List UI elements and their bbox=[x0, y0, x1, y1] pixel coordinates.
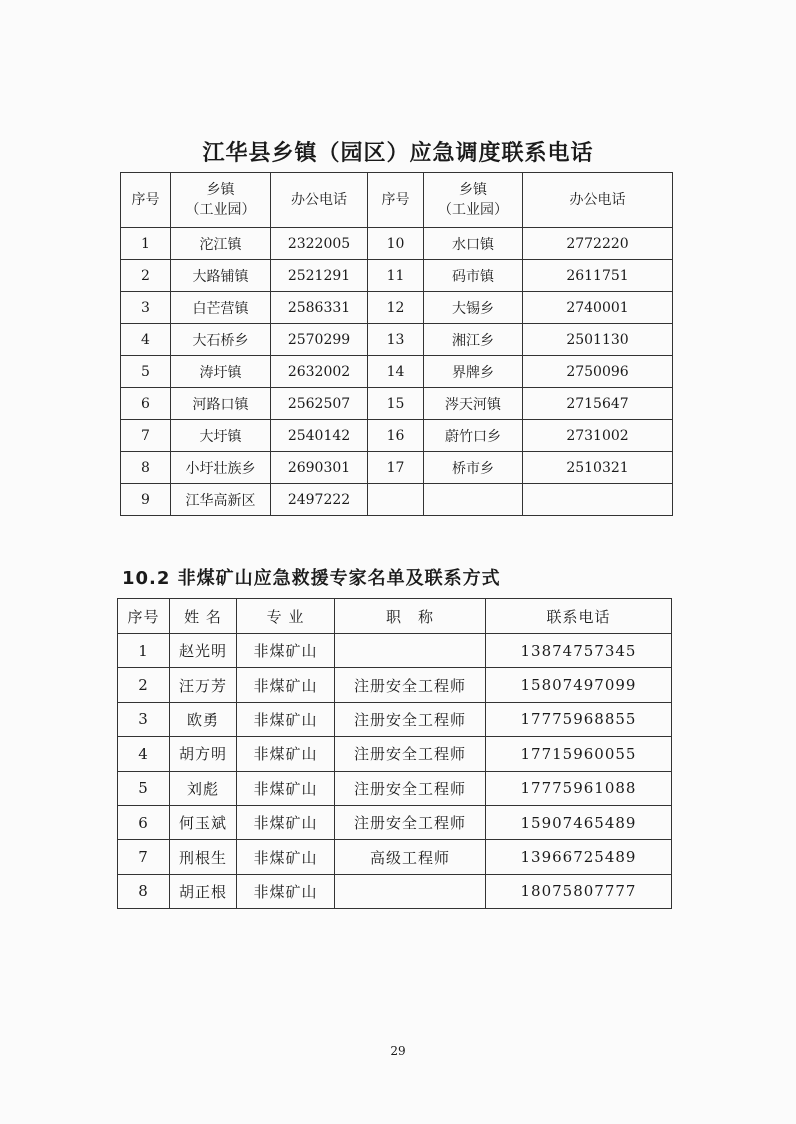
cell-specialty: 非煤矿山 bbox=[237, 737, 335, 771]
cell-index: 5 bbox=[118, 771, 170, 805]
cell-index: 4 bbox=[121, 324, 171, 356]
cell-phone: 17775961088 bbox=[486, 771, 672, 805]
cell-specialty: 非煤矿山 bbox=[237, 668, 335, 702]
cell-phone: 2690301 bbox=[271, 452, 368, 484]
cell-phone: 2540142 bbox=[271, 420, 368, 452]
cell-index: 8 bbox=[118, 874, 170, 908]
cell-index bbox=[368, 484, 424, 516]
cell-phone: 15807497099 bbox=[486, 668, 672, 702]
cell-index: 6 bbox=[118, 805, 170, 839]
header-index: 序号 bbox=[118, 599, 170, 634]
cell-phone: 15907465489 bbox=[486, 805, 672, 839]
table-row bbox=[121, 420, 673, 452]
cell-phone: 2497222 bbox=[271, 484, 368, 516]
cell-phone: 2562507 bbox=[271, 388, 368, 420]
cell-township: 涛圩镇 bbox=[171, 356, 271, 388]
cell-phone: 2322005 bbox=[271, 228, 368, 260]
cell-phone: 2740001 bbox=[523, 292, 673, 324]
cell-phone: 2611751 bbox=[523, 260, 673, 292]
cell-township: 大圩镇 bbox=[171, 420, 271, 452]
cell-phone: 13874757345 bbox=[486, 634, 672, 668]
cell-township: 沱江镇 bbox=[171, 228, 271, 260]
cell-index: 9 bbox=[121, 484, 171, 516]
table-row bbox=[118, 840, 672, 874]
cell-index: 10 bbox=[368, 228, 424, 260]
table-row bbox=[118, 874, 672, 908]
cell-index: 13 bbox=[368, 324, 424, 356]
cell-title: 高级工程师 bbox=[335, 840, 486, 874]
cell-specialty: 非煤矿山 bbox=[237, 874, 335, 908]
cell-name: 刑根生 bbox=[170, 840, 237, 874]
table-row bbox=[121, 292, 673, 324]
header-phone: 办公电话 bbox=[271, 173, 368, 228]
cell-township: 江华高新区 bbox=[171, 484, 271, 516]
cell-phone: 2750096 bbox=[523, 356, 673, 388]
cell-title bbox=[335, 634, 486, 668]
cell-township: 桥市乡 bbox=[424, 452, 523, 484]
cell-township: 大路铺镇 bbox=[171, 260, 271, 292]
cell-phone: 2501130 bbox=[523, 324, 673, 356]
table-row bbox=[118, 771, 672, 805]
cell-phone: 17715960055 bbox=[486, 737, 672, 771]
cell-phone: 13966725489 bbox=[486, 840, 672, 874]
header-township-line2: （工业园） bbox=[438, 202, 508, 218]
header-township bbox=[171, 173, 271, 228]
cell-index: 1 bbox=[118, 634, 170, 668]
table-row bbox=[121, 388, 673, 420]
cell-index: 2 bbox=[118, 668, 170, 702]
cell-index: 12 bbox=[368, 292, 424, 324]
table-row bbox=[121, 356, 673, 388]
cell-township: 湘江乡 bbox=[424, 324, 523, 356]
table-row bbox=[121, 452, 673, 484]
table-row bbox=[121, 260, 673, 292]
table-row bbox=[121, 324, 673, 356]
cell-index: 16 bbox=[368, 420, 424, 452]
cell-title: 注册安全工程师 bbox=[335, 702, 486, 736]
cell-index: 1 bbox=[121, 228, 171, 260]
cell-index: 2 bbox=[121, 260, 171, 292]
header-phone: 联系电话 bbox=[486, 599, 672, 634]
header-township-line1: 乡镇 bbox=[459, 182, 487, 198]
cell-index: 11 bbox=[368, 260, 424, 292]
cell-index: 5 bbox=[121, 356, 171, 388]
cell-index: 14 bbox=[368, 356, 424, 388]
cell-specialty: 非煤矿山 bbox=[237, 702, 335, 736]
cell-specialty: 非煤矿山 bbox=[237, 634, 335, 668]
cell-title: 注册安全工程师 bbox=[335, 737, 486, 771]
cell-title: 注册安全工程师 bbox=[335, 771, 486, 805]
township-phone-table bbox=[120, 172, 673, 516]
cell-phone: 18075807777 bbox=[486, 874, 672, 908]
cell-township: 小圩壮族乡 bbox=[171, 452, 271, 484]
cell-township: 码市镇 bbox=[424, 260, 523, 292]
cell-title bbox=[335, 874, 486, 908]
table-row bbox=[118, 702, 672, 736]
header-index: 序号 bbox=[368, 173, 424, 228]
cell-name: 胡正根 bbox=[170, 874, 237, 908]
cell-phone bbox=[523, 484, 673, 516]
document-title: 江华县乡镇（园区）应急调度联系电话 bbox=[202, 141, 594, 166]
header-row bbox=[118, 599, 672, 634]
cell-index: 3 bbox=[118, 702, 170, 736]
cell-phone: 2510321 bbox=[523, 452, 673, 484]
cell-index: 7 bbox=[118, 840, 170, 874]
table-row bbox=[118, 668, 672, 702]
cell-title: 注册安全工程师 bbox=[335, 805, 486, 839]
cell-index: 3 bbox=[121, 292, 171, 324]
table-row bbox=[118, 805, 672, 839]
cell-index: 8 bbox=[121, 452, 171, 484]
cell-township: 大石桥乡 bbox=[171, 324, 271, 356]
cell-phone: 2772220 bbox=[523, 228, 673, 260]
cell-index: 4 bbox=[118, 737, 170, 771]
cell-index: 7 bbox=[121, 420, 171, 452]
cell-phone: 17775968855 bbox=[486, 702, 672, 736]
cell-specialty: 非煤矿山 bbox=[237, 805, 335, 839]
cell-township: 涔天河镇 bbox=[424, 388, 523, 420]
cell-phone: 2632002 bbox=[271, 356, 368, 388]
cell-phone: 2570299 bbox=[271, 324, 368, 356]
cell-index: 15 bbox=[368, 388, 424, 420]
table-row bbox=[118, 634, 672, 668]
header-name: 姓 名 bbox=[170, 599, 237, 634]
cell-phone: 2521291 bbox=[271, 260, 368, 292]
section-heading: 10.2 非煤矿山应急救援专家名单及联系方式 bbox=[122, 568, 501, 589]
cell-title: 注册安全工程师 bbox=[335, 668, 486, 702]
header-township-line1: 乡镇 bbox=[206, 182, 235, 198]
cell-township: 水口镇 bbox=[424, 228, 523, 260]
cell-name: 汪万芳 bbox=[170, 668, 237, 702]
cell-name: 刘彪 bbox=[170, 771, 237, 805]
cell-name: 胡方明 bbox=[170, 737, 237, 771]
cell-name: 赵光明 bbox=[170, 634, 237, 668]
cell-name: 欧勇 bbox=[170, 702, 237, 736]
cell-phone: 2715647 bbox=[523, 388, 673, 420]
header-title: 职 称 bbox=[335, 599, 486, 634]
cell-township: 大锡乡 bbox=[424, 292, 523, 324]
cell-index: 6 bbox=[121, 388, 171, 420]
cell-index: 17 bbox=[368, 452, 424, 484]
cell-township: 蔚竹口乡 bbox=[424, 420, 523, 452]
cell-specialty: 非煤矿山 bbox=[237, 771, 335, 805]
table-row bbox=[118, 737, 672, 771]
cell-township: 河路口镇 bbox=[171, 388, 271, 420]
table-row bbox=[121, 484, 673, 516]
page-number: 29 bbox=[390, 1044, 406, 1058]
cell-specialty: 非煤矿山 bbox=[237, 840, 335, 874]
header-row bbox=[121, 173, 673, 228]
header-township-line2: （工业园） bbox=[185, 202, 256, 218]
header-index: 序号 bbox=[121, 173, 171, 228]
header-specialty: 专 业 bbox=[237, 599, 335, 634]
cell-township bbox=[424, 484, 523, 516]
header-township bbox=[424, 173, 523, 228]
cell-township: 界牌乡 bbox=[424, 356, 523, 388]
cell-township: 白芒营镇 bbox=[171, 292, 271, 324]
header-phone: 办公电话 bbox=[523, 173, 673, 228]
expert-contact-table bbox=[117, 598, 672, 909]
cell-phone: 2731002 bbox=[523, 420, 673, 452]
cell-name: 何玉斌 bbox=[170, 805, 237, 839]
table-row bbox=[121, 228, 673, 260]
cell-phone: 2586331 bbox=[271, 292, 368, 324]
